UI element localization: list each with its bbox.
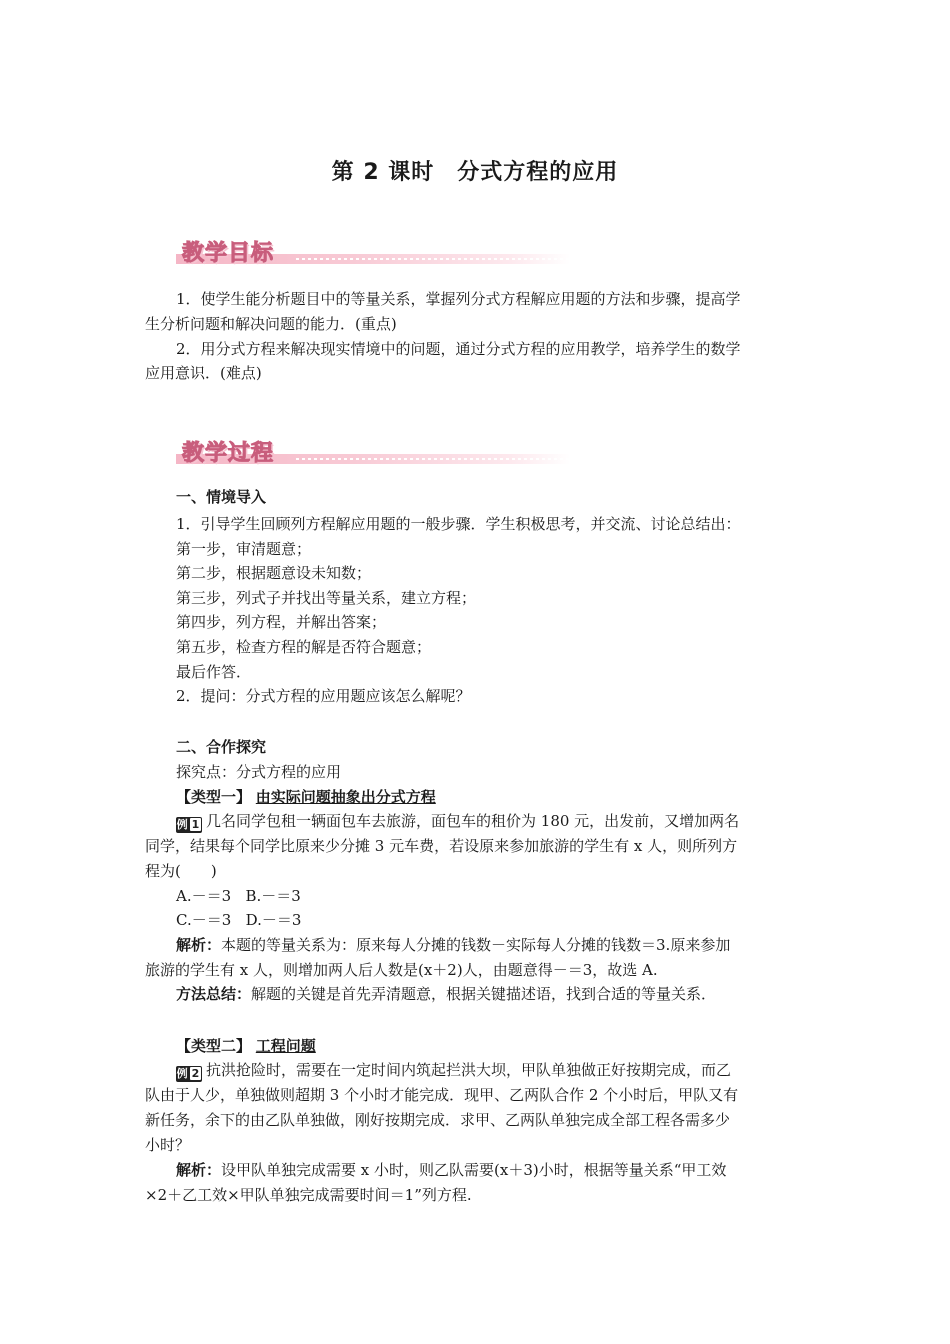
topic-line: 探究点：分式方程的应用 (176, 763, 342, 781)
analysis-2-line-1: 解析：设甲队单独完成需要 x 小时，则乙队需要(x＋3)小时，根据等量关系“甲工效 (176, 1161, 727, 1179)
section-1-line: 第四步，列方程，并解出答案； (176, 613, 387, 631)
page-title: 第 2 课时 分式方程的应用 (331, 160, 619, 185)
example-1-line-3: 程为( ) (145, 862, 217, 880)
section-1-line: 第五步，检查方程的解是否符合题意； (176, 638, 432, 656)
example-2-line-1: 例 2 抗洪抢险时，需要在一定时间内筑起拦洪大坝，甲队单独做正好按期完成，而乙 (176, 1061, 732, 1080)
option-a: A.－＝3 (176, 887, 232, 905)
type-1-heading (176, 785, 810, 810)
analysis-1-line-2: 旅游的学生有 x 人，则增加两人后人数是(x＋2)人，由题意得－＝3，故选 A. (145, 961, 658, 979)
goal-1-line-1: 1．使学生能分析题目中的等量关系，掌握列分式方程解应用题的方法和步骤，提高学 (176, 290, 741, 308)
analysis-label: 解析： (176, 1161, 222, 1179)
section-banner-goals (176, 236, 570, 270)
type-2-title: 工程问题 (255, 1037, 316, 1055)
section-banner-process (176, 436, 570, 470)
analysis-label: 解析： (176, 936, 222, 954)
analysis-2-line-2: ×2＋乙工效×甲队单独完成需要时间＝1”列方程. (145, 1186, 472, 1204)
summary-1: 方法总结：解题的关键是首先弄清题意，根据关键描述语，找到合适的等量关系． (176, 985, 717, 1003)
section-2-heading: 二、合作探究 (176, 738, 267, 756)
type-1-title: 由实际问题抽象出分式方程 (255, 788, 436, 806)
section-1-line: 1．引导学生回顾列方程解应用题的一般步骤．学生积极思考，并交流、讨论总结出： (176, 515, 741, 533)
options-row-1 (176, 884, 810, 909)
option-c: C.－＝3 (176, 911, 232, 929)
option-d: D.－＝3 (245, 911, 302, 929)
banner-label: 教学过程 (182, 441, 275, 466)
type-2-heading (176, 1034, 810, 1059)
example-2-line-4: 小时？ (145, 1136, 191, 1154)
option-b: B.－＝3 (245, 887, 301, 905)
section-1-line: 最后作答． (176, 663, 252, 681)
example-2-line-2: 队由于人少，单独做则超期 3 个小时才能完成．现甲、乙两队合作 2 个小时后，甲队又有 (145, 1086, 739, 1104)
section-1-line: 第三步，列式子并找出等量关系，建立方程； (176, 589, 477, 607)
section-1-heading: 一、情境导入 (176, 488, 267, 506)
section-1-line: 第二步，根据题意设未知数； (176, 564, 372, 582)
example-badge: 例 2 (176, 1066, 202, 1082)
type-1-label: 【类型一】 (176, 788, 252, 806)
banner-label: 教学目标 (182, 241, 275, 266)
section-1-line: 第一步，审清题意； (176, 540, 312, 558)
example-badge: 例 1 (176, 817, 202, 833)
analysis-1-line-1: 解析：本题的等量关系为：原来每人分摊的钱数－实际每人分摊的钱数＝3.原来参加 (176, 936, 731, 954)
goal-1-line-2: 生分析问题和解决问题的能力．(重点) (145, 315, 397, 333)
section-1-line: 2．提问：分式方程的应用题应该怎么解呢？ (176, 687, 471, 705)
options-row-2 (176, 908, 810, 933)
summary-label: 方法总结： (176, 985, 252, 1003)
goal-2-line-2: 应用意识．(难点) (145, 364, 262, 382)
goal-2-line-1: 2．用分式方程来解决现实情境中的问题，通过分式方程的应用教学，培养学生的数学 (176, 340, 741, 358)
example-1-line-2: 同学，结果每个同学比原来少分摊 3 元车费，若设原来参加旅游的学生有 x 人，则所列方 (145, 837, 738, 855)
example-2-line-3: 新任务，余下的由乙队单独做，刚好按期完成．求甲、乙两队单独完成全部工程各需多少 (145, 1111, 731, 1129)
type-2-label: 【类型二】 (176, 1037, 252, 1055)
example-1-line-1: 例 1 几名同学包租一辆面包车去旅游，面包车的租价为 180 元，出发前，又增加两名 (176, 812, 740, 831)
